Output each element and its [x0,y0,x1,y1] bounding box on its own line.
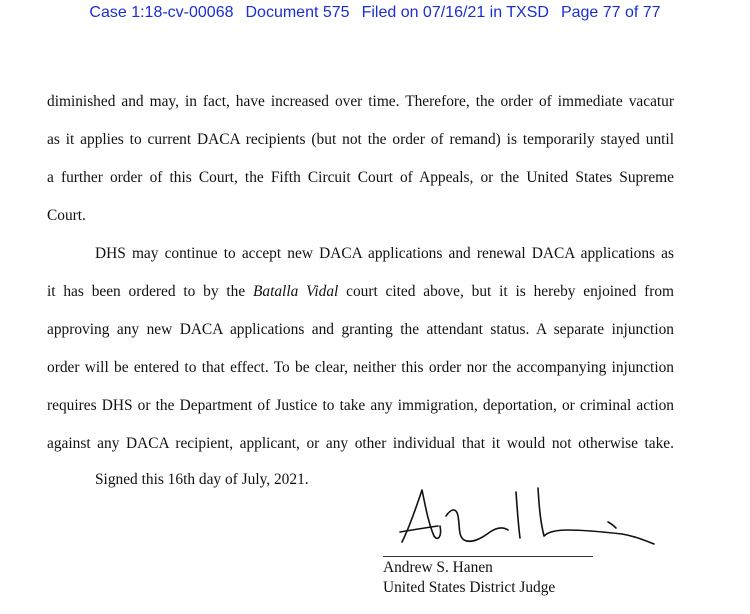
text-line: Court. [47,207,86,224]
text-line: DHS may continue to accept new DACA applications and renewal DACA applications as [95,245,674,262]
case-name-italic: Batalla Vidal [252,283,339,300]
text-line-with-case-name [47,281,674,303]
filed-date: Filed on 07/16/21 in TXSD [361,4,549,21]
text-line: order will be entered to that effect. To be clear, neither this order nor the accompanying injunction [47,359,674,376]
text-line: as it applies to current DACA recipients (but not the order of remand) is temporarily stayed until [47,131,674,148]
text-line: approving any new DACA applications and granting the attendant status. A separate injunction [47,321,674,338]
text-line: requires DHS or the Department of Justice to take any immigration, deportation, or criminal action [47,397,674,414]
signature-line [383,556,593,557]
judge-name: Andrew S. Hanen [383,559,493,576]
case-number: Case 1:18-cv-00068 [89,4,234,21]
text-segment: court cited above, but it is hereby enjoined from [338,283,674,300]
handwritten-signature [398,486,658,548]
judge-title: United States District Judge [383,579,556,596]
filing-header [0,4,750,22]
text-line: a further order of this Court, the Fifth Circuit Court of Appeals, or the United States Supreme [47,169,674,186]
text-line: diminished and may, in fact, have increased over time. Therefore, the order of immediate vacatur [47,93,674,110]
page-number: Page 77 of 77 [560,4,661,21]
document-number: Document 575 [245,4,350,21]
text-line: against any DACA recipient, applicant, or any other individual that it would not otherwise take. [47,435,674,452]
text-segment: it has been ordered to by the [47,283,253,300]
signed-date-line: Signed this 16th day of July, 2021. [95,471,309,488]
